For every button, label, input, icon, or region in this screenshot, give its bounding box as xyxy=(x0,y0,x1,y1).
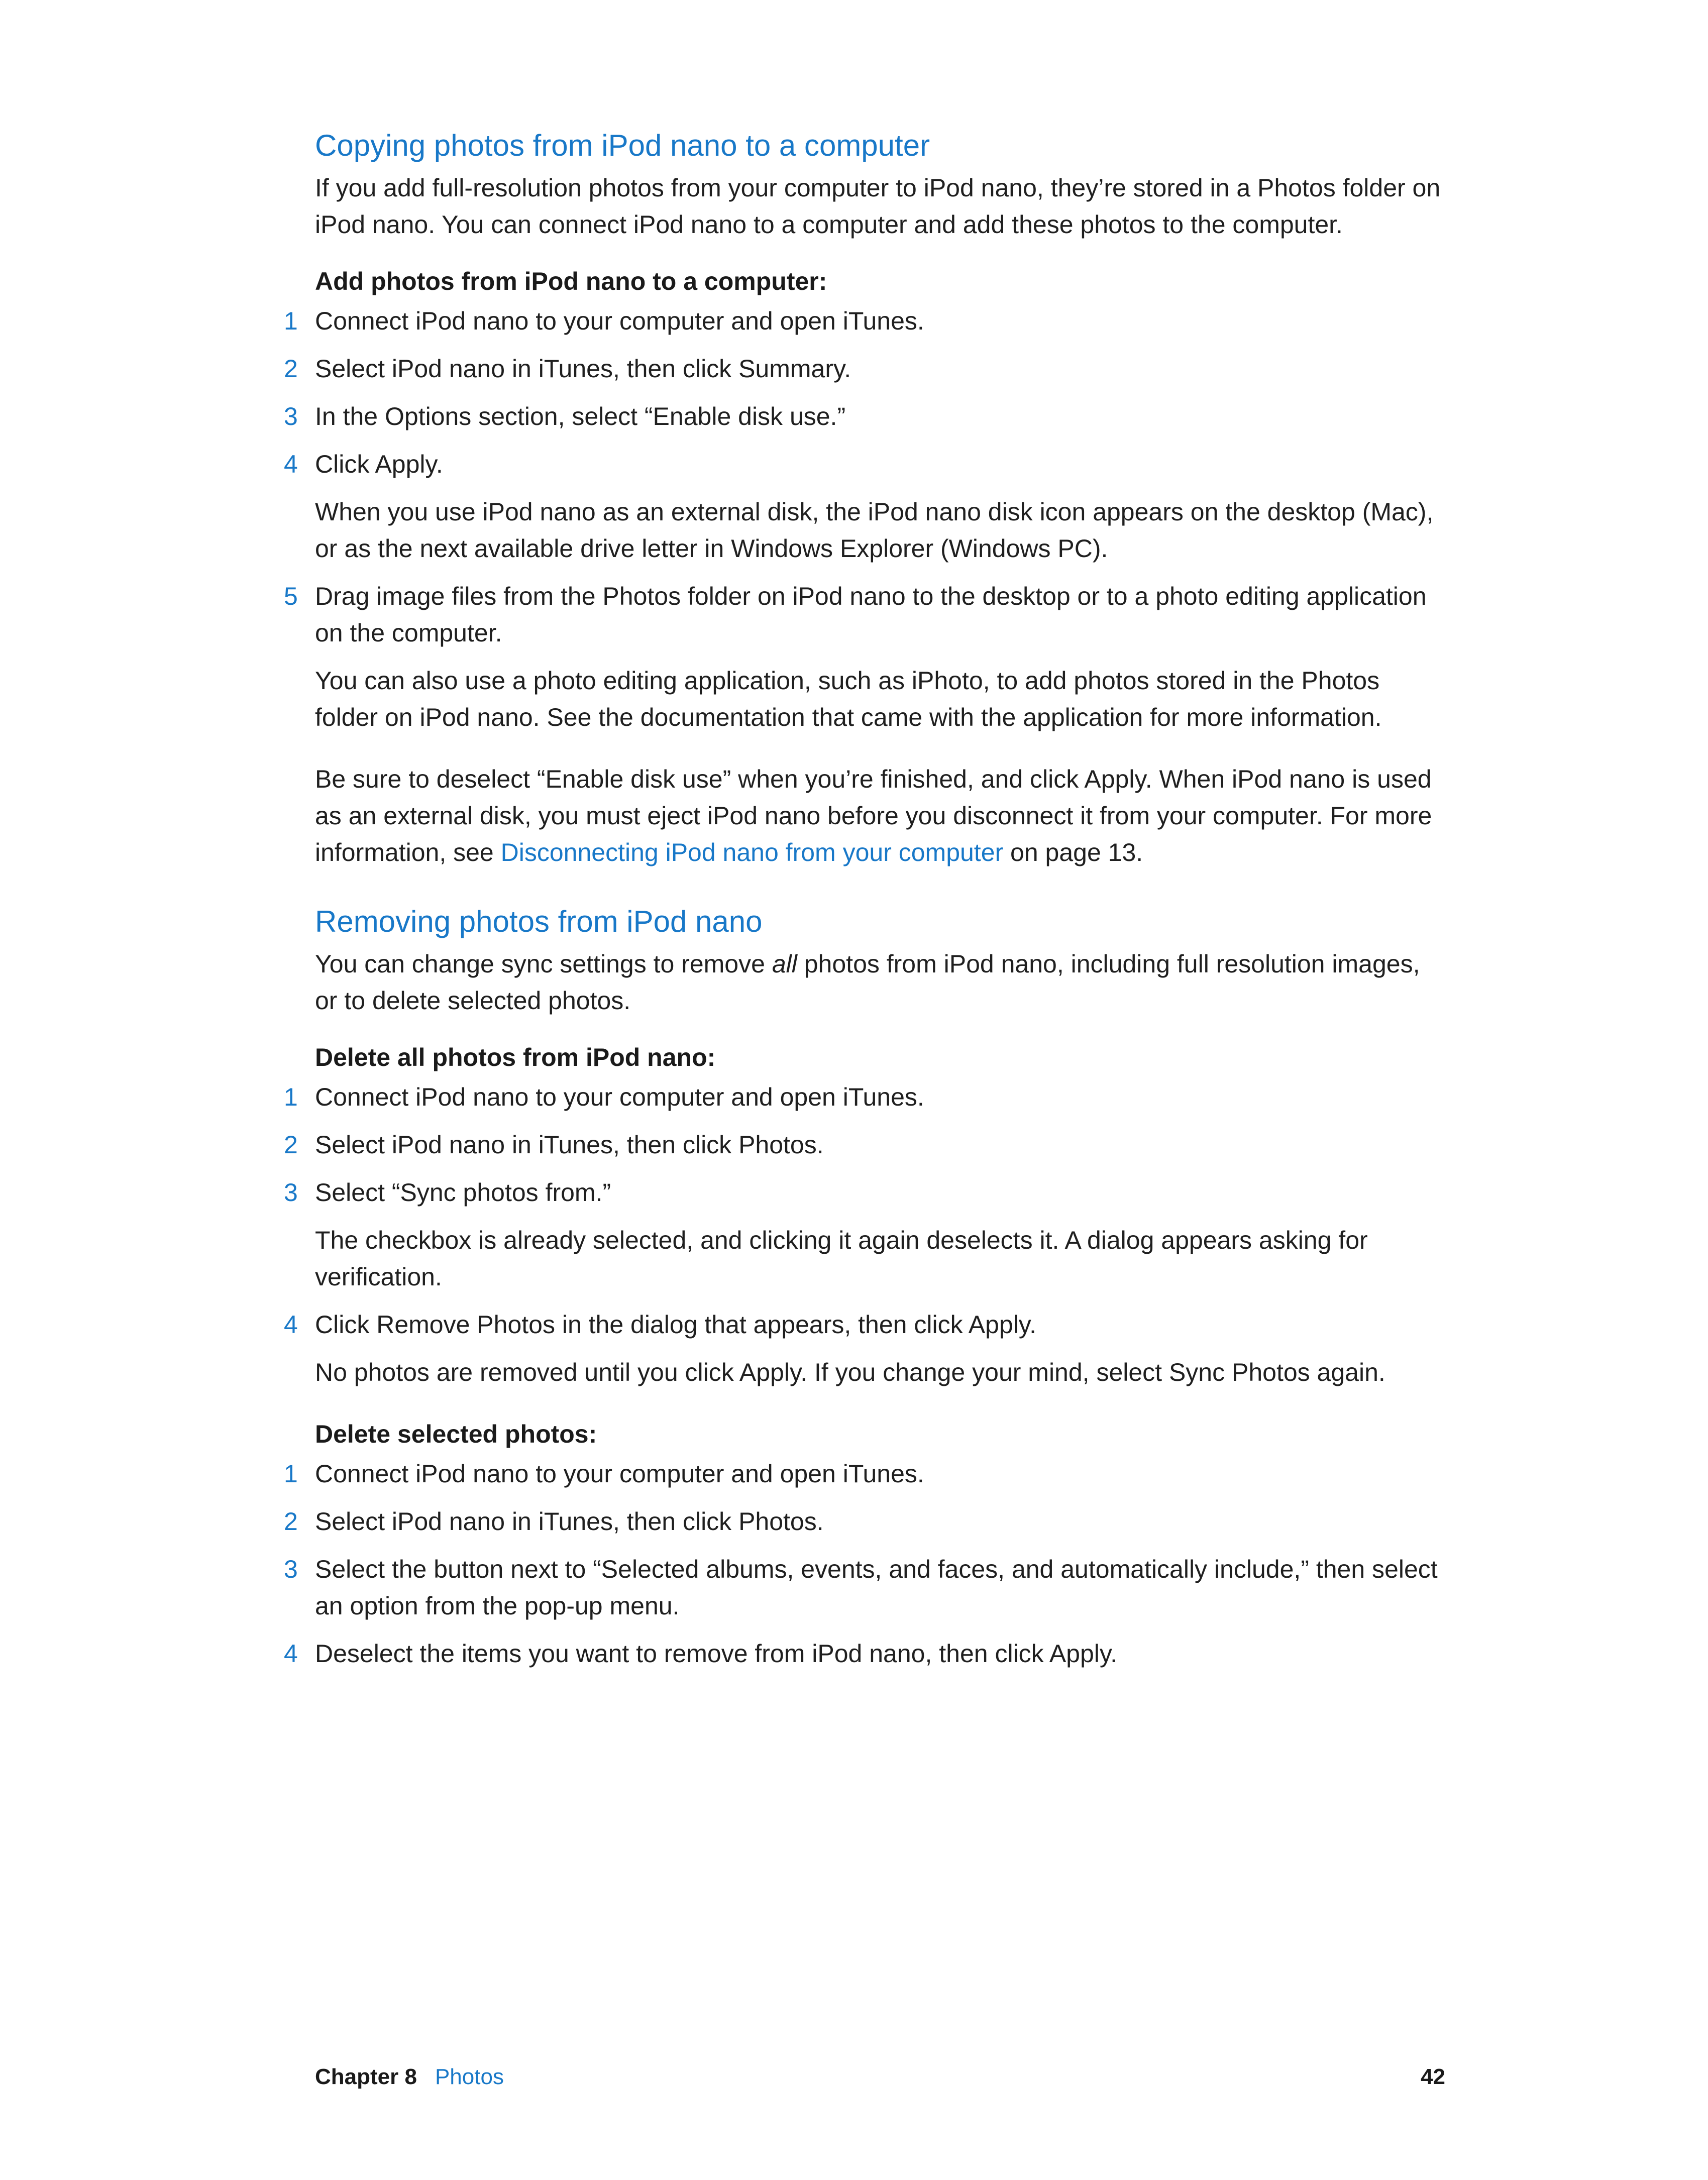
step-item xyxy=(284,1636,1445,1672)
step-item xyxy=(284,398,1445,435)
step-number: 1 xyxy=(284,307,298,335)
page-number: 42 xyxy=(1421,2064,1445,2089)
step-item xyxy=(284,1079,1445,1116)
step-text: Select iPod nano in iTunes, then click Photos. xyxy=(315,1507,824,1536)
step-number: 1 xyxy=(284,1083,298,1111)
step-item xyxy=(284,351,1445,387)
step-text: Connect iPod nano to your computer and open iTunes. xyxy=(315,1460,924,1488)
task-title-add-photos: Add photos from iPod nano to a computer: xyxy=(315,267,827,295)
step-item xyxy=(284,1503,1445,1540)
step-text: Select iPod nano in iTunes, then click Summary. xyxy=(315,355,851,383)
task-title-delete-all: Delete all photos from iPod nano: xyxy=(315,1043,716,1071)
section-intro: If you add full-resolution photos from your computer to iPod nano, they’re stored in a Photos folder on iPod nano. You can connect iPod nano to a computer and add these photos to the computer. xyxy=(315,174,1441,239)
step-item xyxy=(284,578,1445,651)
step-item xyxy=(284,1127,1445,1163)
step-item xyxy=(284,303,1445,340)
intro-emphasis: all xyxy=(772,950,797,978)
intro-prefix: You can change sync settings to remove xyxy=(315,950,772,978)
step-number: 2 xyxy=(284,355,298,383)
step-note: The checkbox is already selected, and clicking it again deselects it. A dialog appears asking for verification. xyxy=(315,1226,1368,1291)
page-footer xyxy=(315,2062,1445,2092)
step-number: 2 xyxy=(284,1131,298,1159)
step-text: Click Remove Photos in the dialog that appears, then click Apply. xyxy=(315,1311,1036,1339)
closing-note xyxy=(315,761,1445,871)
chapter-name-link[interactable]: Photos xyxy=(435,2064,504,2089)
task-title-delete-selected: Delete selected photos: xyxy=(315,1420,597,1448)
step-number: 3 xyxy=(284,402,298,430)
step-number: 1 xyxy=(284,1460,298,1488)
closing-text: Be sure to deselect “Enable disk use” when you’re finished, and click Apply. When iPod nano is used as an external disk, you must eject iPod nano before you disconnect it from your computer. For more information, see xyxy=(315,765,1432,866)
step-item xyxy=(284,1551,1445,1624)
document-page xyxy=(284,128,1445,1683)
step-text: Select iPod nano in iTunes, then click Photos. xyxy=(315,1131,824,1159)
step-text: Click Apply. xyxy=(315,450,443,478)
step-text: Connect iPod nano to your computer and open iTunes. xyxy=(315,307,924,335)
section-title-copying: Copying photos from iPod nano to a computer xyxy=(315,129,930,162)
step-number: 3 xyxy=(284,1555,298,1583)
step-note: No photos are removed until you click Apply. If you change your mind, select Sync Photos again. xyxy=(315,1358,1385,1386)
step-text: Connect iPod nano to your computer and open iTunes. xyxy=(315,1083,924,1111)
closing-suffix: on page 13. xyxy=(1003,838,1143,866)
step-number: 3 xyxy=(284,1178,298,1207)
step-item xyxy=(284,1306,1445,1343)
section-title-removing: Removing photos from iPod nano xyxy=(315,905,763,938)
step-number: 5 xyxy=(284,582,298,610)
step-text: Deselect the items you want to remove from iPod nano, then click Apply. xyxy=(315,1640,1118,1668)
step-item xyxy=(284,1174,1445,1211)
step-number: 2 xyxy=(284,1507,298,1536)
step-text: Drag image files from the Photos folder on iPod nano to the desktop or to a photo editing application on the computer. xyxy=(315,582,1427,647)
section-intro xyxy=(315,946,1445,1019)
step-item xyxy=(284,446,1445,483)
step-text: Select the button next to “Selected albums, events, and faces, and automatically include,” then select an option from the pop-up menu. xyxy=(315,1555,1438,1620)
step-number: 4 xyxy=(284,450,298,478)
chapter-label: Chapter 8 xyxy=(315,2064,417,2089)
step-item xyxy=(284,1456,1445,1492)
step-text: Select “Sync photos from.” xyxy=(315,1178,611,1207)
step-note: When you use iPod nano as an external disk, the iPod nano disk icon appears on the desktop (Mac), or as the next available drive letter in Windows Explorer (Windows PC). xyxy=(315,498,1434,563)
step-number: 4 xyxy=(284,1311,298,1339)
step-note: You can also use a photo editing application, such as iPhoto, to add photos stored in the Photos folder on iPod nano. See the documentation that came with the application for more information. xyxy=(315,667,1382,731)
step-text: In the Options section, select “Enable disk use.” xyxy=(315,402,846,430)
step-number: 4 xyxy=(284,1640,298,1668)
intro-suffix: photos from iPod nano, including full resolution images, or to delete selected photos. xyxy=(315,950,1420,1015)
cross-reference-link[interactable]: Disconnecting iPod nano from your computer xyxy=(500,838,1004,866)
